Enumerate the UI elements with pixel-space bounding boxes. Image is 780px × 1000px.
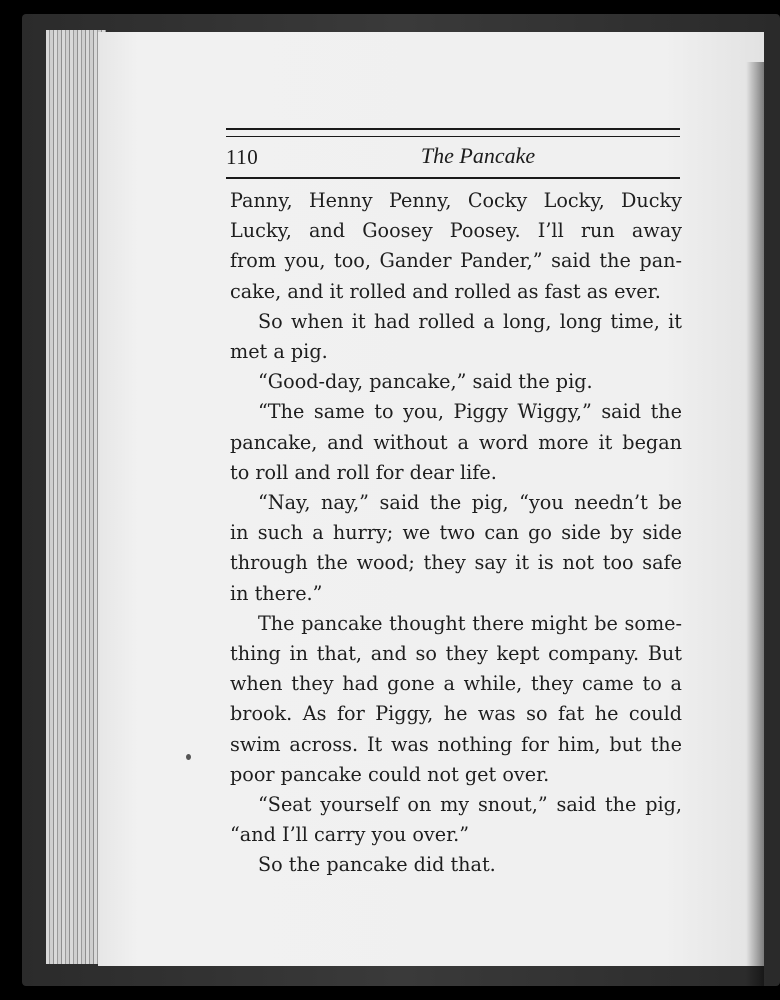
text-line: “Good-day, pancake,” said the pig. (258, 370, 593, 394)
text-line: when they had gone a while, they came to a (230, 672, 682, 696)
page-number: 110 (226, 145, 259, 169)
text-line: in there.” (230, 581, 323, 605)
text-line: Panny, Henny Penny, Cocky Locky, Ducky (230, 189, 682, 212)
page-edges (46, 30, 106, 964)
text-line: in such a hurry; we two can go side by side (230, 521, 682, 545)
text-line: poor pancake could not get over. (230, 762, 550, 786)
text-line: thing in that, and so they kept company. But (230, 642, 682, 666)
header-rule-top (226, 128, 680, 130)
header-rule-top-thin (226, 136, 680, 137)
text-line: through the wood; they say it is not too safe (230, 551, 682, 575)
text-line: “The same to you, Piggy Wiggy,” said the (258, 400, 682, 424)
paper-speck (186, 754, 191, 760)
text-line: So when it had rolled a long, long time, it (258, 309, 682, 333)
gutter-shadow (746, 62, 764, 996)
text-line: from you, too, Gander Pander,” said the pan- (230, 249, 682, 273)
text-line: met a pig. (230, 340, 328, 364)
text-line: cake, and it rolled and rolled as fast as ever. (230, 279, 661, 303)
text-line: to roll and roll for dear life. (230, 460, 497, 484)
text-line: “Seat yourself on my snout,” said the pig, (258, 793, 682, 817)
text-line: swim across. It was nothing for him, but the (230, 732, 682, 756)
text-line: The pancake thought there might be some- (258, 611, 682, 635)
running-title: The Pancake (420, 143, 536, 168)
body-text (230, 186, 682, 881)
header-rule-bottom (226, 177, 680, 179)
text-line: “and I’ll carry you over.” (230, 823, 470, 847)
text-line: “Nay, nay,” said the pig, “you needn’t be (258, 491, 682, 515)
text-line: brook. As for Piggy, he was so fat he could (230, 702, 682, 726)
text-line: pancake, and without a word more it began (230, 430, 682, 454)
text-line: Lucky, and Goosey Poosey. I’ll run away (230, 219, 682, 243)
text-line: So the pancake did that. (258, 853, 496, 877)
